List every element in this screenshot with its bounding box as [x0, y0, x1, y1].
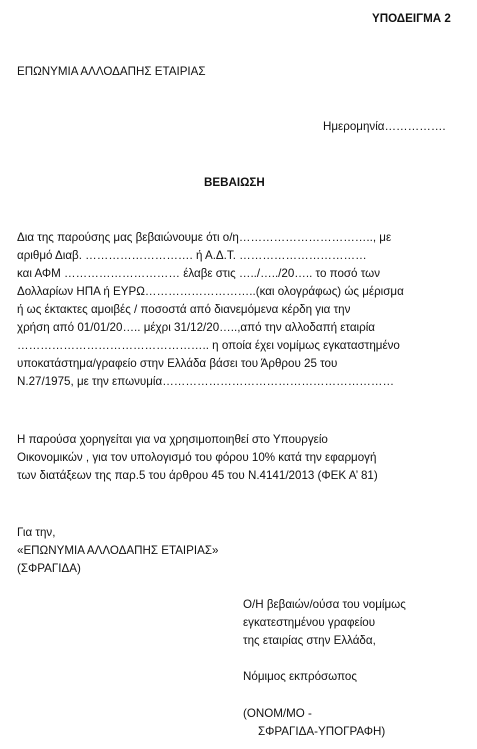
paragraph-line: χρήση από 01/01/20….. μέχρι 31/12/20…..,από την αλλοδαπή εταιρία	[17, 321, 375, 334]
paragraph-line: των διατάξεων της παρ.5 του άρθρου 45 του Ν.4141/2013 (ΦΕΚ Α’ 81)	[17, 469, 378, 482]
signature-label: (ΟΝΟΜ/ΜΟ -	[243, 707, 312, 720]
certifier-line: Ο/Η βεβαιών/ούσα του νομίμως	[243, 598, 406, 611]
company-name-placeholder: ΕΠΩΝΥΜΙΑ ΑΛΛΟΔΑΠΗΣ ΕΤΑΙΡΙΑΣ	[17, 65, 206, 78]
legal-representative-label: Νόμιμος εκπρόσωπος	[243, 670, 357, 683]
stamp-label: (ΣΦΡΑΓΙΔΑ)	[17, 562, 81, 575]
paragraph-line: Ν.27/1975, με την επωνυμία……………………………………………………	[17, 375, 395, 388]
paragraph-line: και ΑΦΜ ………………………… έλαβε στις …../…../20….. το ποσό των	[17, 267, 380, 280]
company-name-quoted: «ΕΠΩΝΥΜΙΑ ΑΛΛΟΔΑΠΗΣ ΕΤΑΙΡΙΑΣ»	[17, 544, 219, 557]
date-line: Ημερομηνία…………….	[323, 120, 446, 133]
paragraph-line: Η παρούσα χορηγείται για να χρησιμοποιηθεί στο Υπουργείο	[17, 433, 328, 446]
certifier-line: εγκατεστημένου γραφείου	[243, 616, 376, 629]
paragraph-line: αριθμό Διαβ. ………………………. ή Α.Δ.Τ. ……………………………	[17, 249, 367, 262]
paragraph-line: ………………………………………….. η οποία έχει νομίμως εγκαταστημένο	[17, 339, 400, 352]
paragraph-line: Δια της παρούσης μας βεβαιώνουμε ότι ο/η…………………………….., με	[17, 231, 392, 244]
signature-label: ΣΦΡΑΓΙΔΑ-ΥΠΟΓΡΑΦΗ)	[258, 725, 386, 738]
paragraph-line: ή ως έκτακτες αμοιβές / ποσοστά από διανεμόμενα κέρδη για την	[17, 303, 351, 316]
template-label: ΥΠΟΔΕΙΓΜΑ 2	[372, 12, 451, 25]
paragraph-line: Δολλαρίων ΗΠΑ ή ΕΥΡΩ………………………..(και ολογράφως) ώς μέρισμα	[17, 285, 404, 298]
document-title: ΒΕΒΑΙΩΣΗ	[204, 176, 265, 189]
paragraph-line: Οικονομικών , για τον υπολογισμό του φόρου 10% κατά την εφαρμογή	[17, 451, 377, 464]
certifier-line: της εταιρίας στην Ελλάδα,	[243, 634, 376, 647]
for-company-label: Για την,	[17, 526, 56, 539]
paragraph-line: υποκατάστημα/γραφείο στην Ελλάδα βάσει του Άρθρου 25 του	[17, 357, 338, 370]
